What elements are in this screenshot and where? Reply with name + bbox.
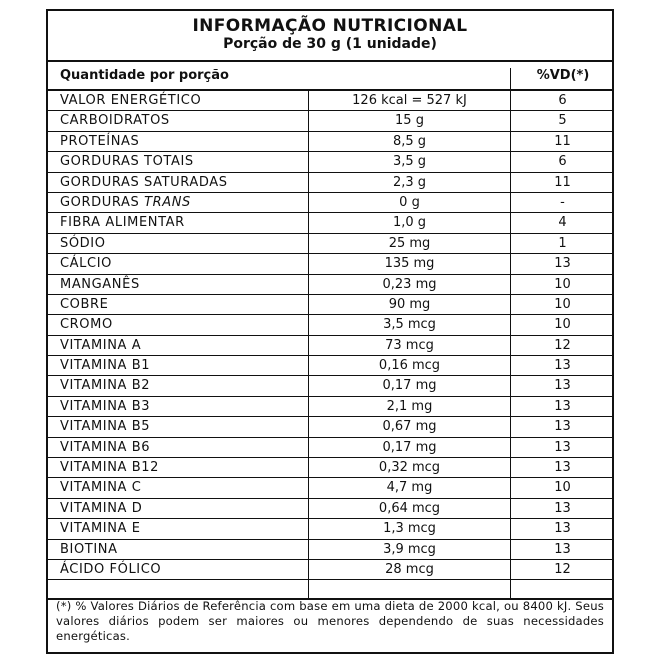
nutrient-amount: 3,5 g <box>308 152 510 171</box>
table-row <box>48 519 612 539</box>
table-row <box>48 275 612 295</box>
nutrient-daily-value: 13 <box>510 458 614 477</box>
table-row <box>48 540 612 560</box>
table-row <box>48 417 612 437</box>
nutrient-daily-value: 13 <box>510 438 614 457</box>
nutrient-amount: 2,3 g <box>308 173 510 192</box>
nutrient-daily-value: 4 <box>510 213 614 232</box>
nutrient-name-text: FIBRA ALIMENTAR <box>60 215 185 231</box>
table-row <box>48 478 612 498</box>
nutrient-amount: 0,16 mcg <box>308 356 510 375</box>
nutrition-title: INFORMAÇÃO NUTRICIONAL <box>192 16 468 36</box>
nutrient-name-text: VITAMINA A <box>60 337 142 353</box>
nutrient-amount: 28 mcg <box>308 560 510 579</box>
nutrient-name-text: CÁLCIO <box>60 256 112 272</box>
table-row <box>48 560 612 580</box>
nutrient-name <box>60 480 141 495</box>
nutrient-amount: 25 mg <box>308 234 510 253</box>
nutrient-name-text: ÁCIDO FÓLICO <box>60 561 162 577</box>
table-row <box>48 499 612 519</box>
nutrient-name-text: VITAMINA B1 <box>60 358 151 374</box>
nutrient-name <box>60 440 150 455</box>
nutrient-name-text: GORDURAS SATURADAS <box>60 174 228 190</box>
nutrient-name-text: PROTEÍNAS <box>60 133 140 149</box>
nutrient-amount: 3,5 mcg <box>308 315 510 334</box>
nutrient-daily-value: 10 <box>510 315 614 334</box>
nutrient-name <box>60 562 161 577</box>
nutrient-name <box>60 236 106 251</box>
table-row <box>48 295 612 315</box>
nutrient-name-suffix: TRANS <box>144 194 191 210</box>
nutrient-daily-value: 5 <box>510 111 614 130</box>
portion-size: Porção de 30 g (1 unidade) <box>223 36 437 52</box>
nutrient-daily-value: 12 <box>510 560 614 579</box>
nutrition-header <box>48 11 612 59</box>
nutrient-name-text: MANGANÊS <box>60 276 140 292</box>
nutrient-name <box>60 338 141 353</box>
nutrient-name <box>60 460 159 475</box>
nutrient-name <box>60 297 108 312</box>
nutrient-name <box>60 175 228 190</box>
table-row <box>48 336 612 356</box>
nutrient-name-text: BIOTINA <box>60 541 118 557</box>
nutrient-daily-value: 13 <box>510 397 614 416</box>
nutrient-daily-value: 13 <box>510 254 614 273</box>
table-row <box>48 91 612 111</box>
nutrient-name <box>60 154 194 169</box>
table-row <box>48 132 612 152</box>
nutrient-name <box>60 419 150 434</box>
nutrient-daily-value: 6 <box>510 91 614 110</box>
nutrient-daily-value: 13 <box>510 540 614 559</box>
nutrient-daily-value: 13 <box>510 356 614 375</box>
nutrient-amount: 4,7 mg <box>308 478 510 497</box>
table-row <box>48 254 612 274</box>
nutrient-amount: 0 g <box>308 193 510 212</box>
nutrient-daily-value: 11 <box>510 173 614 192</box>
table-row <box>48 376 612 396</box>
nutrient-name-text: VITAMINA B2 <box>60 378 151 394</box>
empty-cell <box>308 580 510 598</box>
nutrient-amount: 0,23 mg <box>308 275 510 294</box>
nutrient-amount: 15 g <box>308 111 510 130</box>
nutrient-name-text: GORDURAS <box>60 194 140 210</box>
nutrient-name-text: GORDURAS TOTAIS <box>60 154 194 170</box>
table-row <box>48 111 612 131</box>
nutrient-name-text: CARBOIDRATOS <box>60 113 170 129</box>
nutrient-name <box>60 317 113 332</box>
nutrient-name <box>60 195 191 210</box>
nutrient-name <box>60 378 150 393</box>
nutrient-amount: 135 mg <box>308 254 510 273</box>
table-row <box>48 213 612 233</box>
nutrient-name <box>60 399 150 414</box>
nutrient-daily-value: 10 <box>510 275 614 294</box>
nutrient-name-text: VITAMINA B3 <box>60 398 151 414</box>
nutrient-amount: 0,67 mg <box>308 417 510 436</box>
nutrient-name-text: VITAMINA B6 <box>60 439 151 455</box>
nutrient-name <box>60 134 139 149</box>
quantity-column-header: Quantidade por porção <box>60 68 229 83</box>
nutrient-amount: 0,64 mcg <box>308 499 510 518</box>
nutrient-daily-value: - <box>510 193 614 212</box>
nutrient-name-text: COBRE <box>60 296 109 312</box>
table-row <box>48 173 612 193</box>
table-row <box>48 438 612 458</box>
nutrient-name <box>60 358 150 373</box>
nutrient-amount: 0,17 mg <box>308 376 510 395</box>
nutrient-daily-value: 6 <box>510 152 614 171</box>
nutrient-name-text: VITAMINA D <box>60 500 143 516</box>
column-header-row <box>48 60 612 91</box>
nutrition-facts-panel <box>46 9 614 654</box>
nutrient-name-text: VITAMINA B12 <box>60 460 160 476</box>
nutrient-amount: 0,17 mg <box>308 438 510 457</box>
nutrient-name-text: SÓDIO <box>60 235 106 251</box>
table-row <box>48 234 612 254</box>
nutrient-name-text: VITAMINA E <box>60 521 141 537</box>
nutrient-name-text: VITAMINA B5 <box>60 419 151 435</box>
nutrient-name-text: CROMO <box>60 317 113 333</box>
nutrient-amount: 126 kcal = 527 kJ <box>308 91 510 110</box>
nutrient-amount: 73 mcg <box>308 336 510 355</box>
dv-column-header: %VD(*) <box>510 68 615 99</box>
table-row <box>48 152 612 172</box>
table-row <box>48 193 612 213</box>
nutrient-daily-value: 10 <box>510 478 614 497</box>
nutrient-name <box>60 501 142 516</box>
table-row <box>48 356 612 376</box>
nutrient-daily-value: 11 <box>510 132 614 151</box>
nutrient-table <box>48 91 612 600</box>
table-row <box>48 397 612 417</box>
nutrient-amount: 2,1 mg <box>308 397 510 416</box>
nutrient-name <box>60 113 170 128</box>
nutrient-daily-value: 13 <box>510 499 614 518</box>
nutrient-name <box>60 93 201 108</box>
nutrient-amount: 8,5 g <box>308 132 510 151</box>
nutrient-name <box>60 521 141 536</box>
nutrient-amount: 90 mg <box>308 295 510 314</box>
nutrient-daily-value: 12 <box>510 336 614 355</box>
nutrient-daily-value: 1 <box>510 234 614 253</box>
nutrient-daily-value: 13 <box>510 519 614 538</box>
nutrient-amount: 3,9 mcg <box>308 540 510 559</box>
nutrient-amount: 0,32 mcg <box>308 458 510 477</box>
footnote: (*) % Valores Diários de Referência com base em uma dieta de 2000 kcal, ou 8400 kJ. Seus valores diários podem ser maiores ou menores dependendo de suas necessidades energéticas. <box>56 599 604 643</box>
nutrient-daily-value: 13 <box>510 376 614 395</box>
table-row <box>48 315 612 335</box>
nutrient-name <box>60 277 140 292</box>
nutrient-daily-value: 13 <box>510 417 614 436</box>
nutrient-daily-value: 10 <box>510 295 614 314</box>
nutrient-amount: 1,3 mcg <box>308 519 510 538</box>
nutrient-name <box>60 542 118 557</box>
nutrient-name <box>60 256 112 271</box>
empty-row <box>48 580 612 600</box>
nutrient-name-text: VALOR ENERGÉTICO <box>60 93 202 108</box>
empty-cell <box>510 580 614 598</box>
nutrient-name <box>60 215 185 230</box>
nutrient-amount: 1,0 g <box>308 213 510 232</box>
nutrient-name-text: VITAMINA C <box>60 480 142 496</box>
table-row <box>48 458 612 478</box>
